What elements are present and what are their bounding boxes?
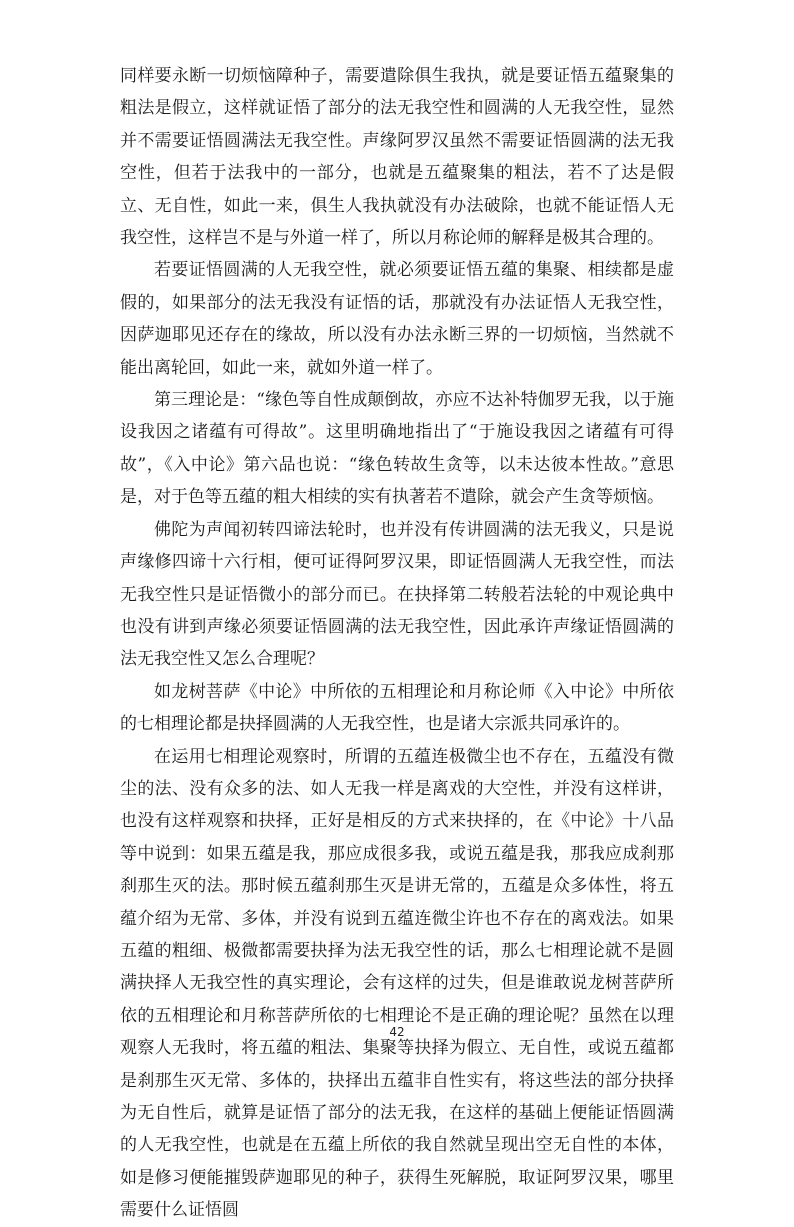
paragraph-1: 同样要永断一切烦恼障种子，需要遣除俱生我执，就是要证悟五蕴聚集的粗法是假立，这样就证悟了部分的法无我空性和圆满的人无我空性，显然并不需要证悟圆满法无我空性。声缘阿罗汉虽然不需要证悟圆满的法无我空性，但若于法我中的一部分，也就是五蕴聚集的粗法，若不了达是假立、无自性，如此一来，俱生人我执就没有办法破除，也就不能证悟人无我空性，这样岂不是与外道一样了，所以月称论师的解释是极其合理的。 [120, 66, 674, 249]
paragraph-4: 佛陀为声闻初转四谛法轮时，也并没有传讲圆满的法无我义，只是说声缘修四谛十六行相，便可证得阿罗汉果，即证悟圆满人无我空性，而法无我空性只是证悟微小的部分而已。在抉择第二转般若法轮的中观论典中也没有讲到声缘必须要证悟圆满的法无我空性，因此承许声缘证悟圆满的法无我空性又怎么合理呢？ [120, 519, 674, 670]
paragraph-6: 在运用七相理论观察时，所谓的五蕴连极微尘也不存在，五蕴没有微尘的法、没有众多的法、如人无我一样是离戏的大空性，并没有这样讲，也没有这样观察和抉择，正好是相反的方式来抉择的，在《中论》十八品等中说到：如果五蕴是我，那应成很多我，或说五蕴是我，那我应成刹那刹那生灭的法。那时候五蕴刹那生灭是讲无常的，五蕴是众多体性，将五蕴介绍为无常、多体，并没有说到五蕴连微尘许也不存在的离戏法。如果五蕴的粗细、极微都需要抉择为法无我空性的话，那么七相理论就不是圆满抉择人无我空性的真实理论，会有这样的过失，但是谁敢说龙树菩萨所依的五相理论和月称菩萨所依的七相理论不是正确的理论呢？虽然在以理观察人无我时，将五蕴的粗法、集聚等抉择为假立、无自性，或说五蕴都是刹那生灭无常、多体的，抉择出五蕴非自性实有，将这些法的部分抉择为无自性后，就算是证悟了部分的法无我，在这样的基础上便能证悟圆满的人无我空性，也就是在五蕴上所依的我自然就呈现出空无自性的本体，如是修习便能摧毁萨迦耶见的种子，获得生死解脱，取证阿罗汉果，哪里需要什么证悟圆 [120, 746, 674, 1221]
page-number: 42 [389, 1025, 405, 1039]
paragraph-2: 若要证悟圆满的人无我空性，就必须要证悟五蕴的集聚、相续都是虚假的，如果部分的法无我没有证悟的话，那就没有办法证悟人无我空性，因萨迦耶见还存在的缘故，所以没有办法永断三界的一切烦恼，当然就不能出离轮回，如此一来，就如外道一样了。 [120, 260, 674, 378]
paragraph-5: 如龙树菩萨《中论》中所依的五相理论和月称论师《入中论》中所依的七相理论都是抉择圆满的人无我空性，也是诸大宗派共同承许的。 [120, 681, 674, 735]
paragraph-3: 第三理论是：“缘色等自性成颠倒故，亦应不达补特伽罗无我，以于施设我因之诸蕴有可得故”。这里明确地指出了“于施设我因之诸蕴有可得故”，《入中论》第六品也说：“缘色转故生贪等，以未达彼本性故。”意思是，对于色等五蕴的粗大相续的实有执著若不遣除，就会产生贪等烦恼。 [120, 390, 674, 508]
page-body [120, 60, 674, 1227]
